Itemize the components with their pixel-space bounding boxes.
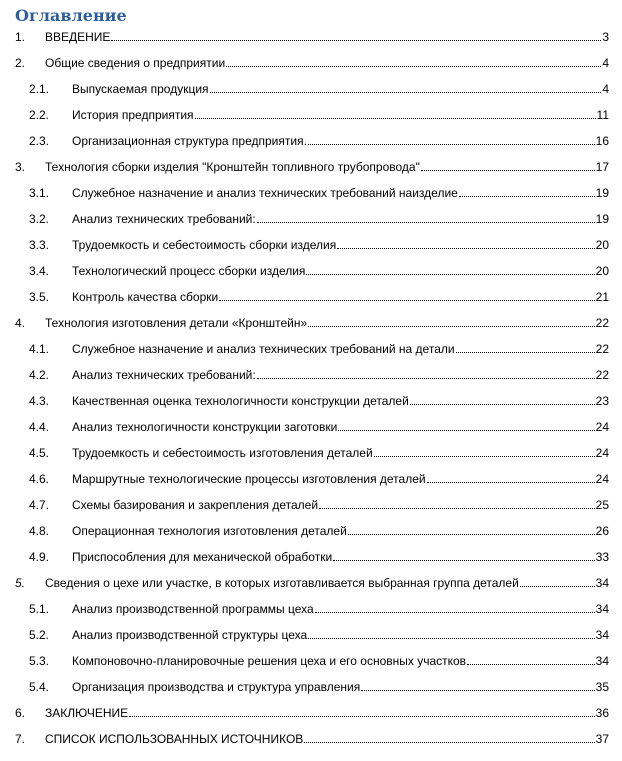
- toc-entry-number: 3.3.: [29, 238, 50, 252]
- toc-entry-section[interactable]: [15, 50, 609, 70]
- toc-entry-label: Служебное назначение и анализ технических требований на детали: [72, 342, 455, 356]
- toc-entry-section[interactable]: [15, 24, 609, 44]
- toc-dot-leader: [306, 274, 594, 275]
- toc-entry-page-number: 37: [595, 732, 609, 746]
- toc-entry-label: Трудоемкость и себестоимость изготовления деталей: [72, 446, 373, 460]
- toc-entry-page-number: 26: [595, 524, 609, 538]
- toc-entry-number: 3.: [15, 160, 26, 174]
- toc-entry-subsection[interactable]: [29, 596, 609, 616]
- toc-entry-page-number: 36: [595, 706, 609, 720]
- toc-entry-subsection[interactable]: [29, 128, 609, 148]
- toc-dot-leader: [319, 508, 595, 509]
- toc-entry-label: Технология сборки изделия "Кронштейн топливного трубопровода": [45, 160, 420, 174]
- toc-entry-label: Трудоемкость и себестоимость сборки изделия: [72, 238, 337, 252]
- toc-dot-leader: [226, 66, 601, 67]
- toc-entry-label: Выпускаемая продукция: [72, 82, 209, 96]
- toc-entry-label: Анализ производственной программы цеха: [72, 602, 314, 616]
- toc-entry-number: 4.5.: [29, 446, 50, 460]
- toc-entry-number: 5.: [15, 576, 26, 590]
- toc-entry-label: Анализ производственной структуры цеха: [72, 628, 308, 642]
- toc-entry-page-number: 21: [595, 290, 609, 304]
- toc-entry-number: 5.1.: [29, 602, 50, 616]
- toc-dot-leader: [333, 560, 594, 561]
- toc-entry-label: Анализ технических требований:: [72, 368, 256, 382]
- toc-entry-subsection[interactable]: [29, 492, 609, 512]
- toc-entry-number: 4.4.: [29, 420, 50, 434]
- toc-entry-page-number: 19: [595, 186, 609, 200]
- toc-entry-page-number: 4: [602, 56, 609, 70]
- toc-entry-subsection[interactable]: [29, 284, 609, 304]
- toc-entry-label: Анализ технологичности конструкции заготовки: [72, 420, 338, 434]
- toc-entry-subsection[interactable]: [29, 544, 609, 564]
- toc-dot-leader: [337, 248, 594, 249]
- toc-dot-leader: [374, 456, 595, 457]
- toc-entry-page-number: 25: [595, 498, 609, 512]
- toc-dot-leader: [456, 352, 595, 353]
- toc-dot-leader: [308, 144, 595, 145]
- toc-entry-page-number: 16: [595, 134, 609, 148]
- toc-entry-section[interactable]: [15, 310, 609, 330]
- toc-entry-number: 3.1.: [29, 186, 50, 200]
- toc-entry-label: Сведения о цехе или участке, в которых изготавливается выбранная группа деталей: [45, 576, 519, 590]
- toc-entry-page-number: 17: [595, 160, 609, 174]
- toc-entry-number: 2.: [15, 56, 26, 70]
- toc-entry-section[interactable]: [15, 700, 609, 720]
- toc-entry-section[interactable]: [15, 570, 609, 590]
- toc-entry-number: 3.5.: [29, 290, 50, 304]
- toc-dot-leader: [219, 300, 594, 301]
- toc-entry-page-number: 34: [595, 576, 609, 590]
- toc-dot-leader: [210, 92, 602, 93]
- toc-entry-subsection[interactable]: [29, 362, 609, 382]
- toc-dot-leader: [111, 40, 601, 41]
- toc-entry-label: Приспособления для механической обработки: [72, 550, 333, 564]
- toc-entry-label: История предприятия: [72, 108, 194, 122]
- toc-entry-label: Организация производства и структура управления: [72, 680, 361, 694]
- toc-dot-leader: [304, 742, 594, 743]
- toc-entry-page-number: 22: [595, 342, 609, 356]
- toc-entry-subsection[interactable]: [29, 206, 609, 226]
- toc-title: Оглавление: [15, 6, 127, 25]
- toc-entry-page-number: 34: [595, 602, 609, 616]
- toc-dot-leader: [427, 482, 595, 483]
- toc-dot-leader: [348, 534, 595, 535]
- toc-entry-number: 4.1.: [29, 342, 50, 356]
- toc-dot-leader: [410, 404, 595, 405]
- toc-entry-number: 3.4.: [29, 264, 50, 278]
- toc-dot-leader: [257, 378, 595, 379]
- toc-entry-section[interactable]: [15, 154, 609, 174]
- toc-entry-subsection[interactable]: [29, 518, 609, 538]
- toc-entry-subsection[interactable]: [29, 674, 609, 694]
- toc-dot-leader: [338, 430, 594, 431]
- toc-entry-number: 5.2.: [29, 628, 50, 642]
- toc-dot-leader: [308, 638, 594, 639]
- toc-entry-number: 6.: [15, 706, 26, 720]
- toc-entry-label: Схемы базирования и закрепления деталей: [72, 498, 319, 512]
- toc-dot-leader: [315, 612, 595, 613]
- toc-entry-label: Операционная технология изготовления деталей: [72, 524, 347, 538]
- toc-dot-leader: [459, 196, 595, 197]
- toc-entry-subsection[interactable]: [29, 258, 609, 278]
- toc-entry-page-number: 35: [595, 680, 609, 694]
- toc-entry-page-number: 23: [595, 394, 609, 408]
- toc-entry-number: 5.4.: [29, 680, 50, 694]
- toc-entry-number: 4.6.: [29, 472, 50, 486]
- toc-entry-number: 3.2.: [29, 212, 50, 226]
- toc-entry-page-number: 24: [595, 472, 609, 486]
- toc-entry-subsection[interactable]: [29, 388, 609, 408]
- toc-entry-label: Организационная структура предприятия.: [72, 134, 307, 148]
- toc-entry-label: Маршрутные технологические процессы изготовления деталей: [72, 472, 426, 486]
- toc-entry-subsection[interactable]: [29, 232, 609, 252]
- toc-entry-label: Качественная оценка технологичности конструкции деталей: [72, 394, 409, 408]
- toc-entry-label: Служебное назначение и анализ технических требований наизделие: [72, 186, 458, 200]
- toc-entry-subsection[interactable]: [29, 414, 609, 434]
- toc-dot-leader: [467, 664, 595, 665]
- toc-dot-leader: [421, 170, 595, 171]
- toc-entry-number: 4.3.: [29, 394, 50, 408]
- toc-entry-section[interactable]: [15, 726, 609, 746]
- toc-dot-leader: [129, 716, 595, 717]
- toc-entry-label: ВВЕДЕНИЕ: [45, 30, 111, 44]
- toc-entry-page-number: 34: [595, 628, 609, 642]
- toc-entry-number: 5.3.: [29, 654, 50, 668]
- toc-entry-number: 4.: [15, 316, 26, 330]
- toc-entry-subsection[interactable]: [29, 440, 609, 460]
- toc-entry-label: Контроль качества сборки: [72, 290, 219, 304]
- toc-entry-subsection[interactable]: [29, 622, 609, 642]
- toc-entry-label: Технологический процесс сборки изделия: [72, 264, 306, 278]
- toc-entry-page-number: 3: [602, 30, 609, 44]
- toc-entry-number: 4.7.: [29, 498, 50, 512]
- toc-entry-label: Технология изготовления детали «Кронштейн»: [45, 316, 308, 330]
- toc-entry-page-number: 34: [595, 654, 609, 668]
- toc-entry-label: Компоновочно-планировочные решения цеха и его основных участков: [72, 654, 467, 668]
- toc-dot-leader: [308, 326, 594, 327]
- toc-dot-leader: [257, 222, 595, 223]
- toc-entry-page-number: 20: [595, 264, 609, 278]
- toc-entry-page-number: 22: [595, 368, 609, 382]
- toc-entry-page-number: 11: [596, 108, 609, 122]
- toc-entry-number: 2.1.: [29, 82, 50, 96]
- toc-dot-leader: [361, 690, 594, 691]
- toc-entry-number: 1.: [15, 30, 26, 44]
- toc-entry-number: 4.9.: [29, 550, 50, 564]
- toc-entry-subsection[interactable]: [29, 466, 609, 486]
- toc-entry-number: 2.2.: [29, 108, 50, 122]
- toc-entry-page-number: 24: [595, 420, 609, 434]
- toc-entry-number: 4.2.: [29, 368, 50, 382]
- toc-entry-subsection[interactable]: [29, 102, 609, 122]
- toc-entry-subsection[interactable]: [29, 336, 609, 356]
- toc-entry-subsection[interactable]: [29, 76, 609, 96]
- toc-entry-page-number: 4: [602, 82, 609, 96]
- toc-entry-subsection[interactable]: [29, 180, 609, 200]
- toc-entry-label: ЗАКЛЮЧЕНИЕ: [45, 706, 129, 720]
- toc-entry-label: СПИСОК ИСПОЛЬЗОВАННЫХ ИСТОЧНИКОВ: [45, 732, 304, 746]
- toc-entry-number: 2.3.: [29, 134, 50, 148]
- toc-dot-leader: [520, 586, 595, 587]
- toc-entry-page-number: 22: [595, 316, 609, 330]
- toc-entry-page-number: 20: [595, 238, 609, 252]
- toc-entry-page-number: 24: [595, 446, 609, 460]
- toc-entry-label: Анализ технических требований:: [72, 212, 256, 226]
- toc-entry-page-number: 19: [595, 212, 609, 226]
- toc-entry-subsection[interactable]: [29, 648, 609, 668]
- toc-dot-leader: [195, 118, 596, 119]
- toc-entry-number: 7.: [15, 732, 26, 746]
- toc-entry-page-number: 33: [595, 550, 609, 564]
- toc-entry-label: Общие сведения о предприятии: [45, 56, 226, 70]
- toc-entry-number: 4.8.: [29, 524, 50, 538]
